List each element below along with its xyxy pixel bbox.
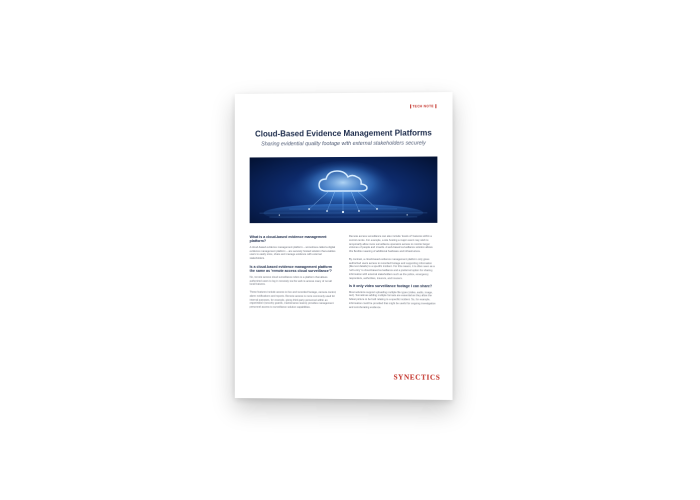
- cloud-network-illustration: [250, 157, 438, 224]
- document-title: Cloud-Based Evidence Management Platforms: [255, 128, 432, 139]
- section-heading: Is a cloud-based evidence management platform the same as 'remote access cloud surveillance'?: [249, 264, 333, 274]
- synectics-logo: SYNECTICS: [393, 373, 441, 382]
- paragraph: No, remote access cloud surveillance refers to a platform that allows authorized users to log in remotely via the web to access many of not all local features.: [249, 275, 332, 287]
- right-column: [349, 235, 437, 314]
- paragraph: Remote access surveillance can also include 'levels of' features within a control centre. For example, a site hosting a major event may wish to temporarily allow more surveillance operators access to monitor larger volumes of people and crowds. A web-based surveillance solution allows this flexible meaning of additional hardware and infrastructure.: [348, 234, 433, 254]
- left-column: [250, 235, 337, 314]
- document-subtitle: Sharing evidential quality footage with external stakeholders securely: [261, 140, 426, 148]
- badge-label: TECH NOTE: [412, 104, 434, 109]
- tech-note-page: [235, 92, 453, 400]
- cloud-hero-image: [250, 157, 438, 224]
- section-heading: What is a cloud-based evidence management platform?: [249, 235, 327, 244]
- paragraph: A cloud-based evidence management platform – sometimes called a digital evidence management platform – are securely hosted solution that enables users to easily store, share and manage evidence with external stakeholders.: [249, 245, 336, 261]
- paragraph: Most solutions support uploading multiple file types (video, audio, image, text). Sometimes adding multiple formats are essential as they allow the fullest picture to be built relating to a specific incident. So, for example, information could be provided that might be useful for ongoing investigation and corroborating evidence.: [348, 290, 436, 309]
- paragraph: These features include access to live and recorded footage, camera control, alarm notifications and reports. Remote access is more commonly used for internal purposes, for example, giving third-party personnel within an organization (security guards, maintenance teams) provides management personnel access to surveillance solution capabilities.: [249, 290, 337, 310]
- section-heading: Is it only video surveillance footage I can share?: [348, 284, 433, 289]
- paragraph: By contrast, a cloud-based evidence management platform only gives authorized users access to recorded footage and supporting information (like text details) to a specific incident. For this reason, it is often seen as a 'soft entry' to cloud-based surveillance and a preferred option for sharing information with external stakeholders such as the police, emergency responders, authorities, insurers, and insurers.: [348, 257, 435, 280]
- tech-note-badge: [408, 104, 439, 108]
